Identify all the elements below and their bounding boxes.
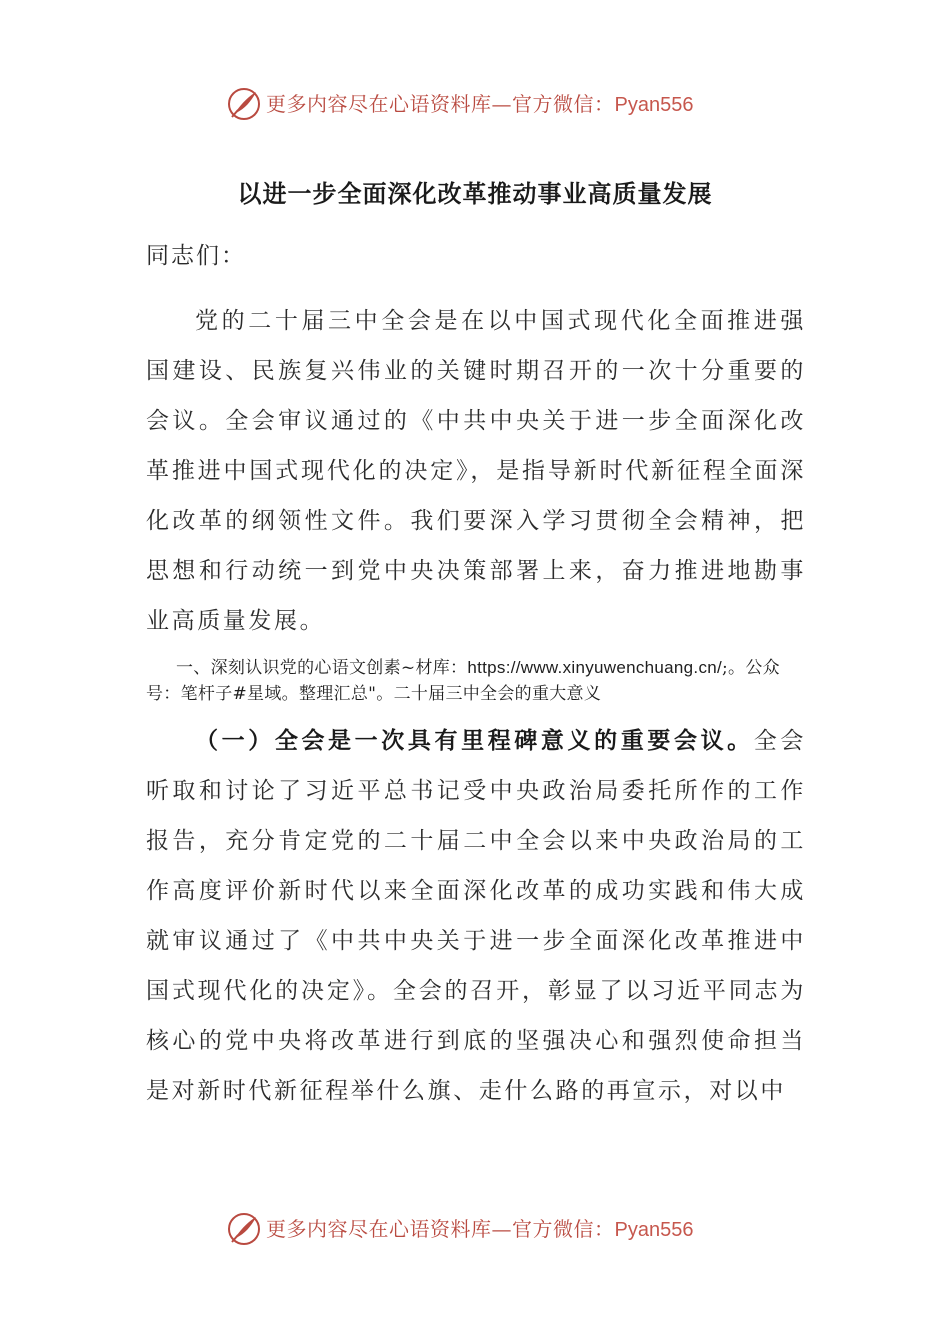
footer-banner [0,1209,950,1249]
banner-wechat-label: 官方微信： [512,92,615,116]
paragraph-2 [146,716,806,1116]
paragraph-2-body: 全会听取和讨论了习近平总书记受中央政治局委托所作的工作报告，充分肯定党的二十届二中全会以来中央政治局的工作高度评价新时代以来全面深化改革的成功实践和伟大成就审议通过了《中共中央关于进一步全面深化改革推进中国式现代化的决定》。全会的召开，彰显了以习近平同志为核心的党中央将改革进行到底的坚强决心和强烈使命担当是对新时代新征程举什么旗、走什么路的再宣示，对以中 [146,728,806,1104]
banner-dash: — [491,92,512,116]
paragraph-1-text: 党的二十届三中全会是在以中国式现代化全面推进强国建设、民族复兴伟业的关键时期召开的一次十分重要的会议。全会审议通过的《中共中央关于进一步全面深化改革推进中国式现代化的决定》，是指导新时代新征程全面深化改革的纲领性文件。我们要深入学习贯彻全会精神，把思想和行动统一到党中央决策部署上来，奋力推进地勘事业高质量发展。 [146,308,806,634]
quill-logo-icon [226,1211,262,1247]
subheading-pre: 一、深刻认识党的心语文创素~材库： [176,658,468,678]
header-banner [0,84,950,124]
banner-main: 更多内容尽在心语资料库 [266,92,492,116]
subheading-post: ;。公众号：笔杆子#星域。整理汇总"。二十届三中全会的重大意义 [146,658,780,704]
document-title: 以进一步全面深化改革推动事业高质量发展 [237,179,713,208]
subheading-url: https://www.xinyuwenchuang.cn/ [467,658,723,677]
banner-text [266,1215,693,1244]
banner-wechat-id: Pyan556 [614,94,694,116]
paragraph-1 [146,296,806,646]
banner-text [266,90,693,119]
paragraph-2-lead: （一）全会是一次具有里程碑意义的重要会议。 [194,727,754,754]
salutation: 同志们： [146,243,246,269]
banner-wechat-id: Pyan556 [614,1219,694,1241]
section-subheading [146,655,806,707]
banner-dash: — [491,1217,512,1241]
banner-wechat-label: 官方微信： [512,1217,615,1241]
quill-logo-icon [226,86,262,122]
banner-main: 更多内容尽在心语资料库 [266,1217,492,1241]
